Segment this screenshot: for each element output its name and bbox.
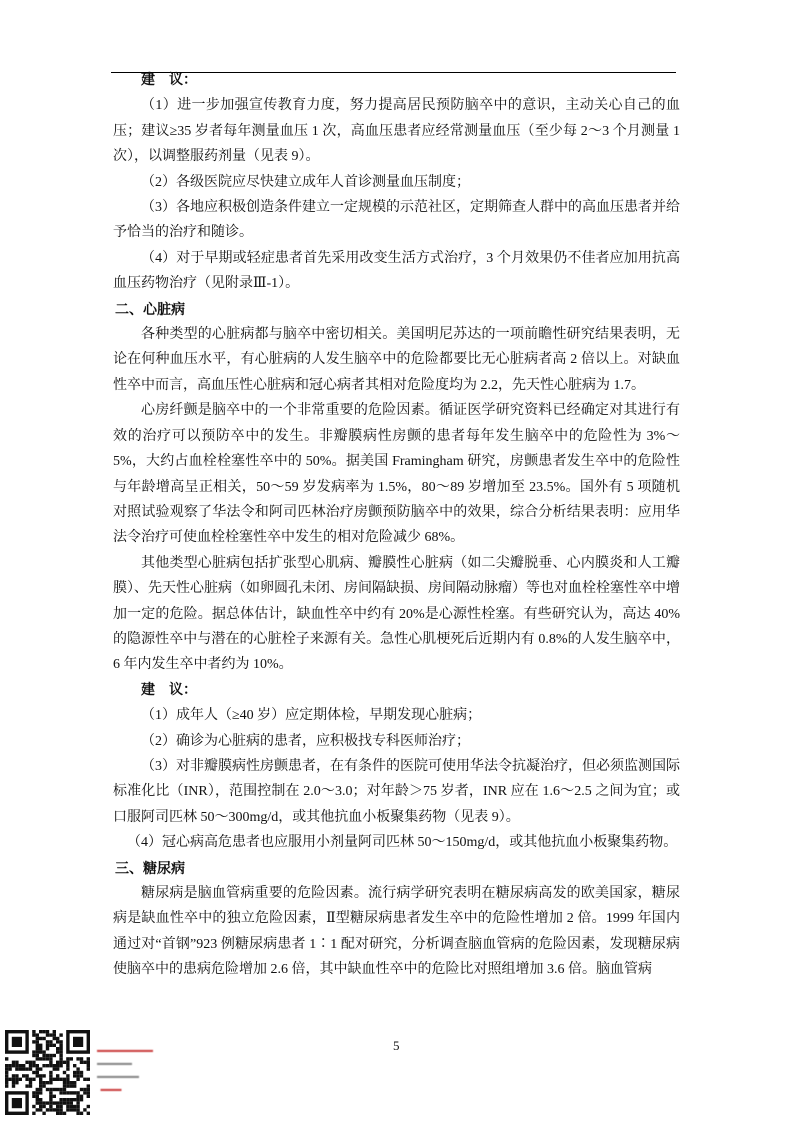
paragraph: 其他类型心脏病包括扩张型心肌病、瓣膜性心脏病（如二尖瓣脱垂、心内膜炎和人工瓣膜）、先天性心脏病（如卵圆孔未闭、房间隔缺损、房间隔动脉瘤）等也对血栓栓塞性卒中增加一定的危险。据总体估计，缺血性卒中约有 20%是心源性栓塞。有些研究认为，高达 40%的隐源性卒中与潜在的心脏栓子来源有关。急性心肌梗死后近期内有 0.8%的人发生脑卒中，6 年内发生卒中者约为 10%。 — [113, 555, 680, 673]
subheading: 建 议： — [141, 73, 197, 88]
page-number: 5 — [393, 1038, 400, 1053]
paragraph: （1）成年人（≥40 岁）应定期体检，早期发现心脏病； — [141, 708, 482, 724]
qr-watermark — [5, 1030, 195, 1118]
paragraph: （1）进一步加强宣传教育力度，努力提高居民预防脑卒中的意识，主动关心自己的血压；建议≥35 岁者每年测量血压 1 次，高血压患者应经常测量血压（至少每 2～3 个月测量 1 次），以调整服药剂量（见表 9）。 — [113, 98, 680, 165]
paragraph: （4）对于早期或轻症患者首先采用改变生活方式治疗，3 个月效果仍不佳者应加用抗高血压药物治疗（见附录Ⅲ-1）。 — [113, 250, 680, 292]
qr-code-icon — [5, 1030, 91, 1116]
paragraph: 糖尿病是脑血管病重要的危险因素。流行病学研究表明在糖尿病高发的欧美国家，糖尿病是缺血性卒中的独立危险因素，Ⅱ型糖尿病患者发生卒中的危险性增加 2 倍。1999 年国内通过对“首钢”923 例糖尿病患者 1∶1 配对研究，分析调查脑血管病的危险因素，发现糖尿病使脑卒中的患病危险增加 2.6 倍，其中缺血性卒中的危险比对照组增加 3.6 倍。脑血管病 — [113, 886, 680, 978]
document-body — [113, 68, 680, 983]
paragraph: 各种类型的心脏病都与脑卒中密切相关。美国明尼苏达的一项前瞻性研究结果表明，无论在何种血压水平，有心脏病的人发生脑卒中的危险都要比无心脏病者高 2 倍以上。对缺血性卒中而言，高血压性心脏病和冠心病者其相对危险度均为 2.2，先天性心脏病为 1.7。 — [113, 327, 680, 393]
section-heading: 三、糖尿病 — [115, 859, 185, 876]
paragraph: （3）各地应积极创造条件建立一定规模的示范社区，定期筛查人群中的高血压患者并给予恰当的治疗和随诊。 — [113, 200, 680, 241]
section-heading: 二、心脏病 — [115, 300, 185, 317]
watermark-text-image: ▬▬▬▬▬▬▬▬ ▬▬▬▬▬ ▬▬▬▬▬▬ ▬▬▬ — [97, 1046, 153, 1093]
paragraph: （2）确诊为心脏病的患者，应积极找专科医师治疗； — [141, 733, 470, 749]
paragraph: （2）各级医院应尽快建立成年人首诊测量血压制度； — [141, 174, 470, 190]
paragraph: 心房纤颤是脑卒中的一个非常重要的危险因素。循证医学研究资料已经确定对其进行有效的治疗可以预防卒中的发生。非瓣膜病性房颤的患者每年发生脑卒中的危险性为 3%～5%，大约占血栓栓塞性卒中的 50%。据美国 Framingham 研究，房颤患者发生卒中的危险性与年龄增高呈正相关，50～59 岁发病率为 1.5%，80～89 岁增加至 23.5%。国外有 5 项随机对照试验观察了华法令和阿司匹林治疗房颤预防脑卒中的效果，综合分析结果表明：应用华法令治疗可使血栓栓塞性卒中发生的相对危险减少 68%。 — [113, 403, 680, 546]
paragraph: （3）对非瓣膜病性房颤患者，在有条件的医院可使用华法令抗凝治疗，但必须监测国际标准化比（INR），范围控制在 2.0～3.0；对年龄＞75 岁者，INR 应在 1.6～2.5 之间为宜；或口服阿司匹林 50～300mg/d，或其他抗血小板聚集药物（见表 9）。 — [113, 758, 680, 825]
subheading: 建 议： — [141, 682, 197, 698]
paragraph: （4）冠心病高危患者也应服用小剂量阿司匹林 50～150mg/d，或其他抗血小板聚集药物。 — [127, 835, 678, 851]
